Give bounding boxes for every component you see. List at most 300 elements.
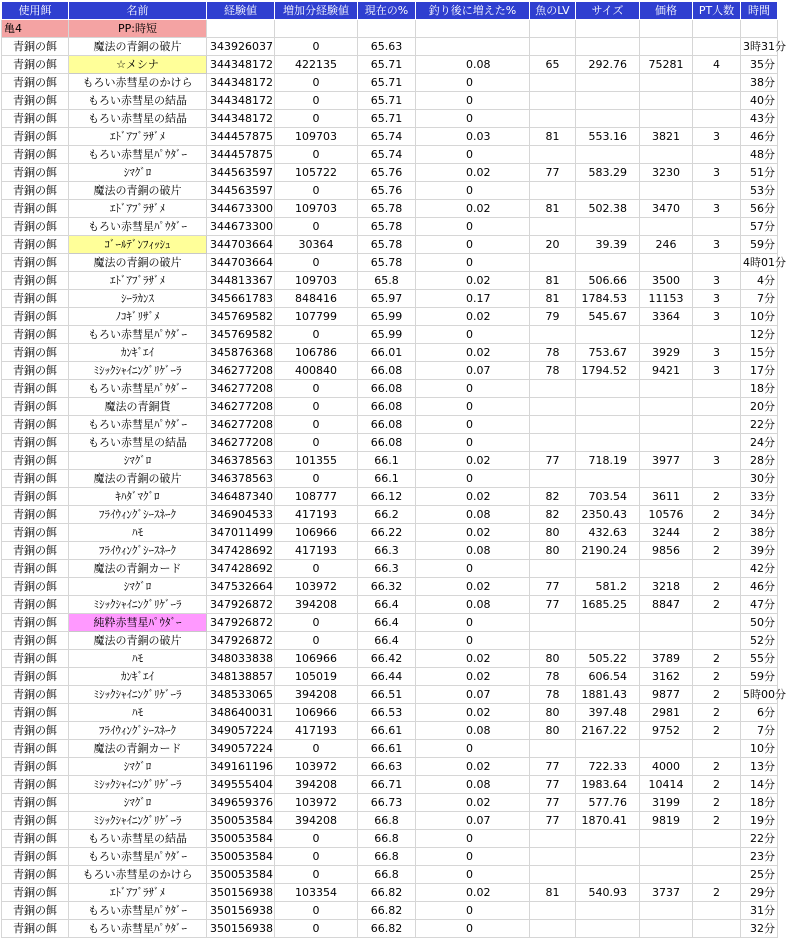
empty-cell <box>416 20 530 38</box>
price-cell: 3500 <box>640 272 693 290</box>
bait-cell: 青銅の餌 <box>2 254 69 272</box>
exp-cell: 344703664 <box>207 236 275 254</box>
table-row <box>2 110 778 128</box>
time-cell: 14分 <box>741 776 778 794</box>
table-row <box>2 920 778 938</box>
name-cell: ﾊﾓ <box>69 704 207 722</box>
current-pct-cell: 65.71 <box>358 56 416 74</box>
bait-cell: 青銅の餌 <box>2 758 69 776</box>
price-cell <box>640 92 693 110</box>
empty-cell <box>275 20 358 38</box>
exp-gain-cell: 0 <box>275 830 358 848</box>
exp-gain-cell: 0 <box>275 380 358 398</box>
table-row <box>2 596 778 614</box>
exp-gain-cell: 101355 <box>275 452 358 470</box>
size-cell: 39.39 <box>576 236 640 254</box>
name-cell: ｼﾏｸﾞﾛ <box>69 758 207 776</box>
bait-cell: 青銅の餌 <box>2 470 69 488</box>
fish-level-cell <box>530 902 576 920</box>
header-party-size: PT人数 <box>693 2 741 20</box>
exp-gain-cell: 0 <box>275 110 358 128</box>
current-pct-cell: 65.74 <box>358 128 416 146</box>
size-cell: 722.33 <box>576 758 640 776</box>
price-cell: 9819 <box>640 812 693 830</box>
size-cell <box>576 74 640 92</box>
size-cell <box>576 38 640 56</box>
fish-level-cell: 77 <box>530 776 576 794</box>
fish-level-cell <box>530 182 576 200</box>
exp-cell: 347926872 <box>207 632 275 650</box>
exp-gain-cell: 0 <box>275 632 358 650</box>
exp-cell: 349057224 <box>207 740 275 758</box>
table-row <box>2 182 778 200</box>
party-size-cell <box>693 380 741 398</box>
exp-cell: 346277208 <box>207 362 275 380</box>
pct-gain-cell: 0 <box>416 146 530 164</box>
bait-cell: 青銅の餌 <box>2 38 69 56</box>
pct-gain-cell: 0 <box>416 866 530 884</box>
time-cell: 15分 <box>741 344 778 362</box>
time-cell: 18分 <box>741 794 778 812</box>
time-cell: 33分 <box>741 488 778 506</box>
exp-cell: 350053584 <box>207 830 275 848</box>
time-cell: 20分 <box>741 398 778 416</box>
pct-gain-cell: 0 <box>416 218 530 236</box>
table-row <box>2 380 778 398</box>
table-row <box>2 362 778 380</box>
pct-gain-cell: 0.07 <box>416 362 530 380</box>
fish-level-cell <box>530 146 576 164</box>
current-pct-cell: 65.71 <box>358 92 416 110</box>
current-pct-cell: 65.99 <box>358 308 416 326</box>
name-cell: ｼﾏｸﾞﾛ <box>69 578 207 596</box>
current-pct-cell: 66.8 <box>358 866 416 884</box>
exp-gain-cell: 0 <box>275 416 358 434</box>
time-cell: 35分 <box>741 56 778 74</box>
exp-cell: 345876368 <box>207 344 275 362</box>
party-size-cell <box>693 38 741 56</box>
fish-level-cell: 82 <box>530 488 576 506</box>
name-cell: ﾌﾗｲｳｨﾝｸﾞｼｰｽﾈｰｸ <box>69 542 207 560</box>
pct-gain-cell: 0 <box>416 110 530 128</box>
fish-level-cell: 77 <box>530 812 576 830</box>
name-cell: ｷﾊﾀﾞﾏｸﾞﾛ <box>69 488 207 506</box>
table-row <box>2 812 778 830</box>
current-pct-cell: 66.82 <box>358 920 416 938</box>
bait-cell: 青銅の餌 <box>2 56 69 74</box>
fish-level-cell: 65 <box>530 56 576 74</box>
time-cell: 4時01分 <box>741 254 778 272</box>
time-cell: 22分 <box>741 830 778 848</box>
price-cell <box>640 380 693 398</box>
bait-cell: 青銅の餌 <box>2 380 69 398</box>
time-cell: 59分 <box>741 236 778 254</box>
fish-level-cell: 80 <box>530 722 576 740</box>
current-pct-cell: 66.32 <box>358 578 416 596</box>
fish-level-cell: 80 <box>530 650 576 668</box>
fish-level-cell: 77 <box>530 164 576 182</box>
pct-gain-cell: 0.02 <box>416 344 530 362</box>
party-size-cell: 2 <box>693 668 741 686</box>
time-cell: 55分 <box>741 650 778 668</box>
current-pct-cell: 66.08 <box>358 434 416 452</box>
price-cell <box>640 218 693 236</box>
exp-cell: 347011499 <box>207 524 275 542</box>
header-row <box>2 2 778 20</box>
bait-cell: 青銅の餌 <box>2 920 69 938</box>
pct-gain-cell: 0 <box>416 326 530 344</box>
current-pct-cell: 66.53 <box>358 704 416 722</box>
bait-cell: 青銅の餌 <box>2 164 69 182</box>
exp-cell: 344348172 <box>207 56 275 74</box>
name-cell: ｼﾏｸﾞﾛ <box>69 452 207 470</box>
size-cell <box>576 398 640 416</box>
time-cell: 10分 <box>741 740 778 758</box>
exp-gain-cell: 0 <box>275 146 358 164</box>
current-pct-cell: 65.76 <box>358 164 416 182</box>
table-row <box>2 308 778 326</box>
bait-cell: 青銅の餌 <box>2 866 69 884</box>
exp-gain-cell: 417193 <box>275 542 358 560</box>
price-cell <box>640 416 693 434</box>
party-size-cell <box>693 866 741 884</box>
table-row <box>2 38 778 56</box>
pct-gain-cell: 0 <box>416 92 530 110</box>
party-size-cell: 2 <box>693 488 741 506</box>
name-cell: もろい赤彗星ﾊﾟｳﾀﾞｰ <box>69 218 207 236</box>
price-cell <box>640 146 693 164</box>
fish-level-cell: 81 <box>530 128 576 146</box>
exp-gain-cell: 0 <box>275 38 358 56</box>
size-cell <box>576 146 640 164</box>
fish-level-cell: 78 <box>530 344 576 362</box>
bait-cell: 青銅の餌 <box>2 902 69 920</box>
table-row <box>2 74 778 92</box>
exp-cell: 347428692 <box>207 560 275 578</box>
fish-level-cell: 81 <box>530 272 576 290</box>
price-cell <box>640 848 693 866</box>
exp-cell: 345769582 <box>207 326 275 344</box>
bait-cell: 青銅の餌 <box>2 812 69 830</box>
size-cell: 505.22 <box>576 650 640 668</box>
current-pct-cell: 66.44 <box>358 668 416 686</box>
table-row <box>2 218 778 236</box>
exp-gain-cell: 0 <box>275 434 358 452</box>
price-cell <box>640 830 693 848</box>
name-cell: 魔法の青銅カード <box>69 740 207 758</box>
bait-cell: 青銅の餌 <box>2 776 69 794</box>
current-pct-cell: 66.61 <box>358 740 416 758</box>
exp-gain-cell: 400840 <box>275 362 358 380</box>
pct-gain-cell: 0.02 <box>416 668 530 686</box>
party-size-cell <box>693 218 741 236</box>
table-row <box>2 578 778 596</box>
exp-gain-cell: 848416 <box>275 290 358 308</box>
fish-level-cell: 77 <box>530 596 576 614</box>
fish-level-cell: 81 <box>530 884 576 902</box>
fish-level-cell <box>530 254 576 272</box>
exp-gain-cell: 0 <box>275 92 358 110</box>
time-cell: 4分 <box>741 272 778 290</box>
name-cell: 魔法の青銅の破片 <box>69 470 207 488</box>
exp-cell: 344813367 <box>207 272 275 290</box>
pct-gain-cell: 0 <box>416 416 530 434</box>
name-cell: もろい赤彗星ﾊﾟｳﾀﾞｰ <box>69 920 207 938</box>
price-cell: 9421 <box>640 362 693 380</box>
exp-cell: 346277208 <box>207 434 275 452</box>
pct-gain-cell: 0.03 <box>416 128 530 146</box>
price-cell: 10414 <box>640 776 693 794</box>
exp-gain-cell: 103354 <box>275 884 358 902</box>
current-pct-cell: 66.08 <box>358 398 416 416</box>
current-pct-cell: 65.71 <box>358 74 416 92</box>
current-pct-cell: 66.42 <box>358 650 416 668</box>
fish-level-cell: 20 <box>530 236 576 254</box>
current-pct-cell: 66.08 <box>358 380 416 398</box>
fish-level-cell <box>530 218 576 236</box>
bait-cell: 青銅の餌 <box>2 236 69 254</box>
price-cell: 3199 <box>640 794 693 812</box>
price-cell: 2981 <box>640 704 693 722</box>
exp-gain-cell: 0 <box>275 254 358 272</box>
party-size-cell: 2 <box>693 794 741 812</box>
current-pct-cell: 66.08 <box>358 416 416 434</box>
party-size-cell: 2 <box>693 578 741 596</box>
exp-gain-cell: 0 <box>275 740 358 758</box>
table-row <box>2 542 778 560</box>
exp-cell: 344703664 <box>207 254 275 272</box>
table-row <box>2 866 778 884</box>
exp-gain-cell: 107799 <box>275 308 358 326</box>
bait-cell: 青銅の餌 <box>2 668 69 686</box>
fish-level-cell <box>530 470 576 488</box>
size-cell: 577.76 <box>576 794 640 812</box>
table-row <box>2 398 778 416</box>
exp-cell: 343926037 <box>207 38 275 56</box>
size-cell <box>576 632 640 650</box>
party-size-cell: 3 <box>693 452 741 470</box>
time-cell: 46分 <box>741 128 778 146</box>
bait-cell: 青銅の餌 <box>2 182 69 200</box>
price-cell: 3929 <box>640 344 693 362</box>
price-cell: 3789 <box>640 650 693 668</box>
fish-level-cell <box>530 830 576 848</box>
size-cell <box>576 920 640 938</box>
bait-cell: 青銅の餌 <box>2 326 69 344</box>
pct-gain-cell: 0.07 <box>416 812 530 830</box>
size-cell: 753.67 <box>576 344 640 362</box>
current-pct-cell: 66.8 <box>358 848 416 866</box>
size-cell <box>576 470 640 488</box>
party-size-cell: 3 <box>693 272 741 290</box>
table-row <box>2 722 778 740</box>
bait-cell: 青銅の餌 <box>2 614 69 632</box>
time-cell: 50分 <box>741 614 778 632</box>
fish-level-cell <box>530 398 576 416</box>
fish-level-cell <box>530 434 576 452</box>
header-price: 価格 <box>640 2 693 20</box>
exp-cell: 350156938 <box>207 920 275 938</box>
time-cell: 13分 <box>741 758 778 776</box>
header-pct-gain: 釣り後に増えた% <box>416 2 530 20</box>
current-pct-cell: 66.01 <box>358 344 416 362</box>
pct-gain-cell: 0 <box>416 398 530 416</box>
current-pct-cell: 65.99 <box>358 326 416 344</box>
exp-cell: 344457875 <box>207 146 275 164</box>
fish-level-cell <box>530 866 576 884</box>
bait-cell: 青銅の餌 <box>2 200 69 218</box>
party-size-cell: 3 <box>693 344 741 362</box>
party-size-cell <box>693 434 741 452</box>
party-size-cell: 3 <box>693 236 741 254</box>
exp-cell: 346277208 <box>207 380 275 398</box>
exp-cell: 350053584 <box>207 848 275 866</box>
name-cell: ｴﾄﾞｱﾌﾞﾗｻﾞﾒ <box>69 200 207 218</box>
party-size-cell: 2 <box>693 704 741 722</box>
party-size-cell <box>693 326 741 344</box>
name-cell: ｼｰﾗｶﾝｽ <box>69 290 207 308</box>
empty-cell <box>640 20 693 38</box>
name-cell: もろい赤彗星の結晶 <box>69 92 207 110</box>
price-cell: 3218 <box>640 578 693 596</box>
current-pct-cell: 66.2 <box>358 506 416 524</box>
bait-cell: 青銅の餌 <box>2 596 69 614</box>
exp-cell: 344673300 <box>207 200 275 218</box>
header-exp-gain: 増加分経験値 <box>275 2 358 20</box>
price-cell: 9877 <box>640 686 693 704</box>
size-cell: 581.2 <box>576 578 640 596</box>
fish-level-cell <box>530 740 576 758</box>
fish-level-cell <box>530 38 576 56</box>
table-row <box>2 236 778 254</box>
price-cell <box>640 866 693 884</box>
time-cell: 38分 <box>741 74 778 92</box>
size-cell: 502.38 <box>576 200 640 218</box>
pct-gain-cell: 0.02 <box>416 524 530 542</box>
time-cell: 39分 <box>741 542 778 560</box>
size-cell: 545.67 <box>576 308 640 326</box>
time-cell: 28分 <box>741 452 778 470</box>
fish-level-cell <box>530 614 576 632</box>
size-cell: 432.63 <box>576 524 640 542</box>
exp-cell: 349161196 <box>207 758 275 776</box>
exp-gain-cell: 103972 <box>275 578 358 596</box>
time-cell: 5時00分 <box>741 686 778 704</box>
party-size-cell: 2 <box>693 812 741 830</box>
current-pct-cell: 66.4 <box>358 632 416 650</box>
exp-cell: 348533065 <box>207 686 275 704</box>
name-cell: もろい赤彗星ﾊﾟｳﾀﾞｰ <box>69 146 207 164</box>
party-size-cell: 2 <box>693 542 741 560</box>
party-size-cell <box>693 146 741 164</box>
time-cell: 38分 <box>741 524 778 542</box>
size-cell: 2350.43 <box>576 506 640 524</box>
party-size-cell: 2 <box>693 506 741 524</box>
party-size-cell: 3 <box>693 362 741 380</box>
bait-cell: 青銅の餌 <box>2 542 69 560</box>
current-pct-cell: 65.97 <box>358 290 416 308</box>
name-cell: ﾐｼｯｸｼｬｲﾆﾝｸﾞﾘｹﾞｰﾗ <box>69 686 207 704</box>
header-size: サイズ <box>576 2 640 20</box>
size-cell: 1685.25 <box>576 596 640 614</box>
empty-cell <box>207 20 275 38</box>
bait-cell: 青銅の餌 <box>2 560 69 578</box>
exp-cell: 344348172 <box>207 110 275 128</box>
party-size-cell <box>693 920 741 938</box>
current-pct-cell: 65.78 <box>358 254 416 272</box>
exp-cell: 350053584 <box>207 866 275 884</box>
table-row <box>2 434 778 452</box>
size-cell <box>576 416 640 434</box>
pct-gain-cell: 0.17 <box>416 290 530 308</box>
time-cell: 51分 <box>741 164 778 182</box>
current-pct-cell: 66.3 <box>358 542 416 560</box>
time-cell: 23分 <box>741 848 778 866</box>
fish-level-cell: 79 <box>530 308 576 326</box>
time-cell: 22分 <box>741 416 778 434</box>
name-cell: ☆メシナ <box>69 56 207 74</box>
pct-gain-cell: 0 <box>416 830 530 848</box>
bait-cell: 青銅の餌 <box>2 452 69 470</box>
name-cell: もろい赤彗星ﾊﾟｳﾀﾞｰ <box>69 326 207 344</box>
exp-cell: 346378563 <box>207 470 275 488</box>
bait-cell: 青銅の餌 <box>2 488 69 506</box>
name-cell: もろい赤彗星の結晶 <box>69 434 207 452</box>
party-size-cell: 3 <box>693 128 741 146</box>
time-cell: 46分 <box>741 578 778 596</box>
table-row <box>2 848 778 866</box>
fish-level-cell <box>530 92 576 110</box>
exp-cell: 350053584 <box>207 812 275 830</box>
exp-gain-cell: 106966 <box>275 650 358 668</box>
fish-level-cell: 78 <box>530 686 576 704</box>
price-cell: 4000 <box>640 758 693 776</box>
size-cell <box>576 92 640 110</box>
party-size-cell <box>693 632 741 650</box>
price-cell: 3230 <box>640 164 693 182</box>
name-cell: ｺﾞｰﾙﾃﾞﾝﾌｨｯｼｭ <box>69 236 207 254</box>
party-size-cell: 3 <box>693 308 741 326</box>
pct-gain-cell: 0.08 <box>416 776 530 794</box>
table-row <box>2 830 778 848</box>
party-size-cell: 4 <box>693 56 741 74</box>
exp-cell: 346277208 <box>207 416 275 434</box>
current-pct-cell: 66.51 <box>358 686 416 704</box>
subheader-pp: PP:時短 <box>69 20 207 38</box>
fish-level-cell: 80 <box>530 542 576 560</box>
name-cell: ﾊﾓ <box>69 524 207 542</box>
current-pct-cell: 66.82 <box>358 902 416 920</box>
subheader-turtle: 亀4 <box>2 20 69 38</box>
pct-gain-cell: 0 <box>416 470 530 488</box>
table-row <box>2 344 778 362</box>
time-cell: 18分 <box>741 380 778 398</box>
exp-gain-cell: 103972 <box>275 794 358 812</box>
exp-gain-cell: 417193 <box>275 722 358 740</box>
pct-gain-cell: 0.02 <box>416 704 530 722</box>
exp-gain-cell: 394208 <box>275 686 358 704</box>
table-row <box>2 272 778 290</box>
current-pct-cell: 66.61 <box>358 722 416 740</box>
size-cell: 506.66 <box>576 272 640 290</box>
exp-gain-cell: 0 <box>275 920 358 938</box>
fish-level-cell: 78 <box>530 668 576 686</box>
pct-gain-cell: 0 <box>416 182 530 200</box>
bait-cell: 青銅の餌 <box>2 578 69 596</box>
size-cell <box>576 218 640 236</box>
exp-cell: 346487340 <box>207 488 275 506</box>
exp-cell: 346904533 <box>207 506 275 524</box>
